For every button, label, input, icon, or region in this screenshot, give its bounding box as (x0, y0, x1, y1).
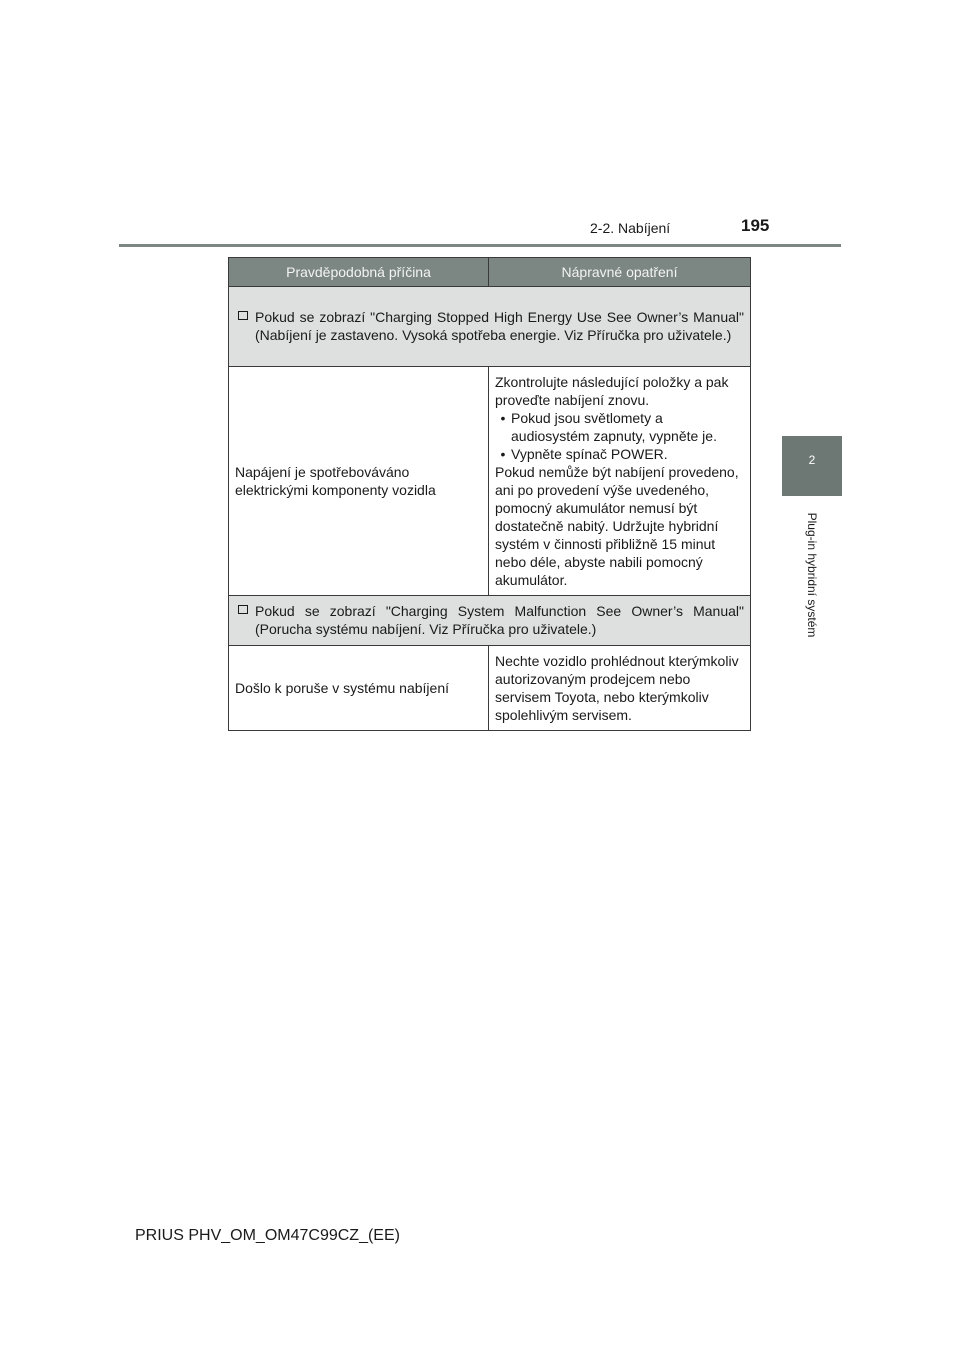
remedy-outro: Pokud nemůže být nabíjení provedeno, ani po provedení výše uvedeného, pomocný akumulátor nemusí být dostatečně nabitý. Udržujte hybridní systém v činnosti přibližně 15 minut nebo déle, abyste nabili pomocný akumulátor. (495, 464, 739, 588)
header-rule (119, 244, 841, 247)
table-row (229, 646, 751, 731)
document-code: PRIUS PHV_OM_OM47C99CZ_(EE) (135, 1227, 400, 1244)
header-remedy: Nápravné opatření (489, 258, 751, 287)
cause-text: Došlo k poruše v systému nabíjení (235, 680, 449, 696)
chapter-number: 2 (808, 453, 816, 467)
section-title: 2-2. Nabíjení (590, 220, 671, 236)
remedy-bullet: Vypněte spínač POWER. (511, 446, 668, 462)
remedy-bullet: Pokud jsou světlomety a audiosystém zapnuty, vypněte je. (511, 410, 717, 444)
list-item (495, 409, 744, 445)
header-cause: Pravděpodobná příčina (229, 258, 489, 287)
chapter-title: Plug-in hybridní systém (805, 512, 819, 638)
checkbox-icon (238, 311, 248, 320)
table-note-row (229, 287, 751, 367)
remedy-intro: Zkontrolujte následující položky a pak proveďte nabíjení znovu. (495, 374, 729, 408)
troubleshooting-table (228, 257, 751, 731)
chapter-tab (782, 436, 842, 496)
table-header-row (229, 258, 751, 287)
bullet-icon: • (500, 410, 506, 426)
table-row (229, 367, 751, 596)
remedy-text: Nechte vozidlo prohlédnout kterýmkoliv autorizovaným prodejcem nebo servisem Toyota, nebo kterýmkoliv spolehlivým servisem. (495, 653, 739, 723)
note-text: Pokud se zobrazí "Charging System Malfunction See Owner’s Manual" (Porucha systému nabíjení. Viz Příručka pro uživatele.) (255, 603, 744, 637)
checkbox-icon (238, 605, 248, 614)
cause-text: Napájení je spotřebováváno elektrickými komponenty vozidla (235, 464, 436, 498)
table-note-row (229, 596, 751, 646)
note-text: Pokud se zobrazí "Charging Stopped High Energy Use See Owner’s Manual" (Nabíjení je zastaveno. Vysoká spotřeba energie. Viz Příručka pro uživatele.) (255, 309, 744, 343)
list-item (495, 445, 744, 463)
page-number: 195 (741, 216, 770, 235)
bullet-icon: • (500, 446, 506, 462)
